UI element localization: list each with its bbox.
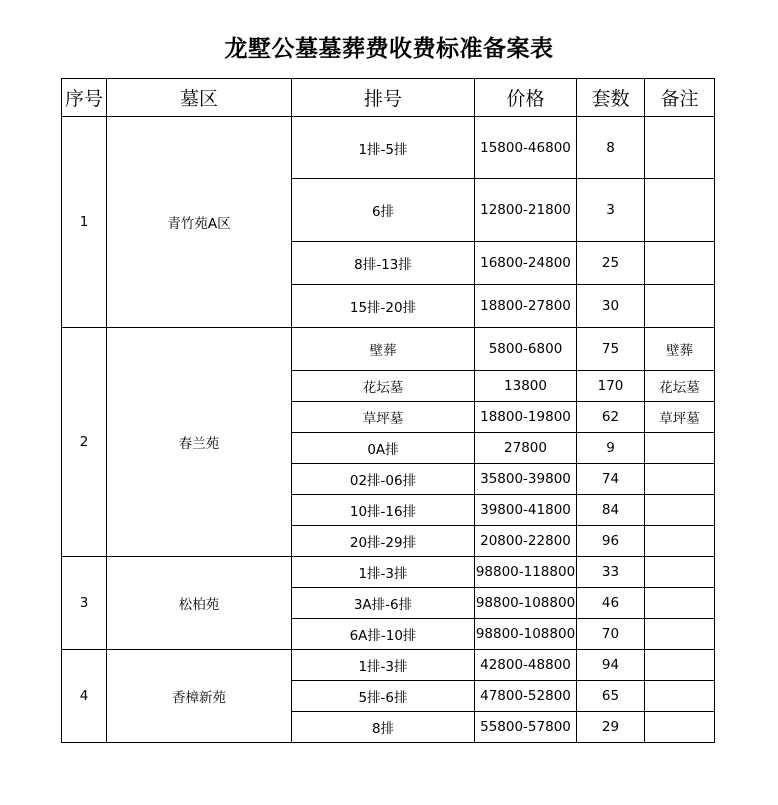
group-area: 春兰苑 <box>107 328 292 557</box>
note-cell <box>645 712 715 743</box>
row-cell: 20排-29排 <box>292 526 475 557</box>
price-cell: 98800-108800 <box>475 619 577 650</box>
row-cell: 1排-3排 <box>292 557 475 588</box>
count-cell: 94 <box>577 650 645 681</box>
note-cell <box>645 179 715 242</box>
note-cell <box>645 464 715 495</box>
header-cell-area: 墓区 <box>107 79 292 117</box>
group-number: 1 <box>62 117 107 328</box>
note-cell <box>645 681 715 712</box>
group-area: 香樟新苑 <box>107 650 292 743</box>
header-cell-note: 备注 <box>645 79 715 117</box>
row-cell: 6排 <box>292 179 475 242</box>
group-area: 青竹苑A区 <box>107 117 292 328</box>
row-cell: 8排-13排 <box>292 242 475 285</box>
header-cell-count: 套数 <box>577 79 645 117</box>
page-title: 龙墅公墓墓葬费收费标准备案表 <box>224 36 554 62</box>
price-cell: 5800-6800 <box>475 328 577 371</box>
price-cell: 20800-22800 <box>475 526 577 557</box>
count-cell: 170 <box>577 371 645 402</box>
note-cell <box>645 495 715 526</box>
price-cell: 35800-39800 <box>475 464 577 495</box>
row-cell: 10排-16排 <box>292 495 475 526</box>
count-cell: 74 <box>577 464 645 495</box>
note-cell: 草坪墓 <box>645 402 715 433</box>
price-cell: 47800-52800 <box>475 681 577 712</box>
note-cell <box>645 526 715 557</box>
price-cell: 18800-27800 <box>475 285 577 328</box>
count-cell: 3 <box>577 179 645 242</box>
price-cell: 13800 <box>475 371 577 402</box>
price-cell: 12800-21800 <box>475 179 577 242</box>
count-cell: 75 <box>577 328 645 371</box>
price-cell: 98800-118800 <box>475 557 577 588</box>
header-cell-price: 价格 <box>475 79 577 117</box>
row-cell: 壁葬 <box>292 328 475 371</box>
count-cell: 29 <box>577 712 645 743</box>
row-cell: 8排 <box>292 712 475 743</box>
note-cell <box>645 588 715 619</box>
table-row <box>62 117 715 179</box>
table-row <box>62 328 715 371</box>
row-cell: 草坪墓 <box>292 402 475 433</box>
note-cell <box>645 557 715 588</box>
note-cell <box>645 433 715 464</box>
count-cell: 30 <box>577 285 645 328</box>
note-cell <box>645 285 715 328</box>
row-cell: 花坛墓 <box>292 371 475 402</box>
price-cell: 15800-46800 <box>475 117 577 179</box>
row-cell: 0A排 <box>292 433 475 464</box>
row-cell: 6A排-10排 <box>292 619 475 650</box>
price-cell: 18800-19800 <box>475 402 577 433</box>
count-cell: 33 <box>577 557 645 588</box>
header-cell-no: 序号 <box>62 79 107 117</box>
note-cell <box>645 619 715 650</box>
fee-table <box>61 78 715 743</box>
row-cell: 1排-5排 <box>292 117 475 179</box>
header-cell-row: 排号 <box>292 79 475 117</box>
price-cell: 39800-41800 <box>475 495 577 526</box>
count-cell: 8 <box>577 117 645 179</box>
table-header-row <box>62 79 715 117</box>
count-cell: 84 <box>577 495 645 526</box>
row-cell: 15排-20排 <box>292 285 475 328</box>
row-cell: 02排-06排 <box>292 464 475 495</box>
count-cell: 70 <box>577 619 645 650</box>
row-cell: 1排-3排 <box>292 650 475 681</box>
note-cell <box>645 117 715 179</box>
price-cell: 27800 <box>475 433 577 464</box>
note-cell <box>645 650 715 681</box>
group-number: 4 <box>62 650 107 743</box>
count-cell: 25 <box>577 242 645 285</box>
row-cell: 3A排-6排 <box>292 588 475 619</box>
group-area: 松柏苑 <box>107 557 292 650</box>
price-cell: 42800-48800 <box>475 650 577 681</box>
row-cell: 5排-6排 <box>292 681 475 712</box>
price-cell: 98800-108800 <box>475 588 577 619</box>
table-row <box>62 557 715 588</box>
price-cell: 55800-57800 <box>475 712 577 743</box>
group-number: 3 <box>62 557 107 650</box>
count-cell: 9 <box>577 433 645 464</box>
count-cell: 96 <box>577 526 645 557</box>
price-cell: 16800-24800 <box>475 242 577 285</box>
group-number: 2 <box>62 328 107 557</box>
note-cell <box>645 242 715 285</box>
count-cell: 65 <box>577 681 645 712</box>
count-cell: 46 <box>577 588 645 619</box>
note-cell: 花坛墓 <box>645 371 715 402</box>
table-row <box>62 650 715 681</box>
note-cell: 壁葬 <box>645 328 715 371</box>
count-cell: 62 <box>577 402 645 433</box>
